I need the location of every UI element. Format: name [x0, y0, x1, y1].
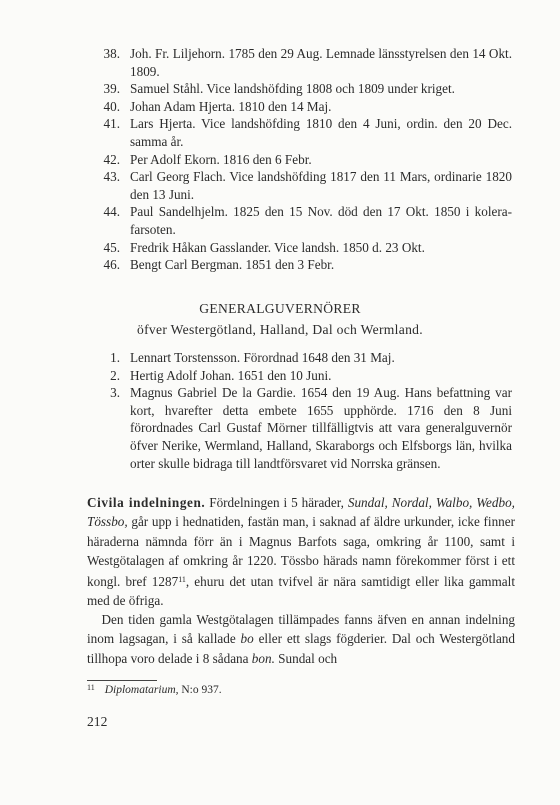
page-number: 212: [87, 714, 108, 729]
paragraph-text: , ehuru det utan tvifvel är nära samtidigt eller lika gammalt med de öfriga.: [87, 574, 515, 609]
paragraph-text: går upp i hednatiden, fastän man, i saknad af äldre urkunder, icke finner häraderna nämnda förr än i Magnus Barfots saga, omkring år 1100, samt i Westgötalagen af omkring år 1220. Tössbo härads namn förekommer först i ett kongl. bref 1287: [87, 514, 515, 590]
list-item: [0, 203, 560, 238]
paragraph-text: Den tiden gamla Westgötalagen tillämpades fanns äfven en annan indelning inom lagsagan, i så kallade: [87, 612, 516, 647]
item-number: 44.: [103, 204, 120, 220]
list-item: [0, 349, 560, 367]
item-number: 38.: [103, 46, 120, 61]
paragraph-lead: Civila indelningen.: [87, 495, 206, 510]
item-text: Paul Sandelhjelm. 1825 den 15 Nov. död den 17 Okt. 1850 i kolera-farsoten.: [130, 204, 512, 237]
list-item: [0, 151, 560, 169]
list-landshofdingar: [0, 45, 560, 274]
italic-term: bon.: [251, 650, 275, 666]
item-number: 42.: [103, 151, 120, 167]
list-item: [0, 384, 560, 472]
list-item: [0, 80, 560, 98]
italic-term: bo: [240, 631, 254, 647]
item-text: Joh. Fr. Liljehorn. 1785 den 29 Aug. Lemnade länsstyrelsen den 14 Okt. 1809.: [130, 46, 512, 79]
paragraph-text: Sundal och: [274, 650, 338, 666]
section-heading: GENERALGUVERNÖRER: [199, 301, 361, 316]
item-text: Bengt Carl Bergman. 1851 den 3 Febr.: [130, 257, 335, 273]
footnote-divider: [87, 680, 157, 681]
footnote-source: Diplomatarium,: [104, 684, 179, 696]
item-number: 46.: [103, 257, 120, 273]
footnote-number: 11: [87, 683, 95, 692]
list-item: [0, 115, 560, 150]
item-number: 43.: [103, 169, 120, 185]
item-text: Lars Hjerta. Vice landshöfding 1810 den 4 Juni, ordin. den 20 Dec. samma år.: [130, 116, 512, 149]
item-text: Fredrik Håkan Gasslander. Vice landsh. 1850 d. 23 Okt.: [130, 239, 425, 255]
list-item: [0, 98, 560, 116]
list-item: [0, 45, 560, 80]
list-item: [0, 256, 560, 274]
paragraph-text: eller ett slags fögderier. Dal och Westergötland tillhopa voro delade i 8 sådana: [87, 631, 515, 666]
item-number: 39.: [103, 81, 120, 97]
harad-names: Sundal, Nordal, Walbo, Wedbo, Tössbo,: [87, 495, 515, 530]
item-text: Johan Adam Hjerta. 1810 den 14 Maj.: [130, 98, 332, 114]
item-number: 41.: [103, 116, 120, 132]
paragraph-bo: [87, 610, 515, 668]
section-subheading: öfver Westergötland, Halland, Dal och Wermland.: [137, 322, 423, 337]
footnote: [87, 683, 222, 696]
item-text: Hertig Adolf Johan. 1651 den 10 Juni.: [130, 367, 332, 383]
list-item: [0, 367, 560, 385]
list-item: [0, 168, 560, 203]
item-text: Per Adolf Ekorn. 1816 den 6 Febr.: [130, 151, 312, 167]
item-text: Carl Georg Flach. Vice landshöfding 1817 den 11 Mars, ordinarie 1820 den 13 Juni.: [130, 169, 512, 202]
item-number: 2.: [110, 367, 120, 383]
list-item: [0, 239, 560, 257]
list-generalguvernorer: [0, 349, 560, 472]
item-text: Samuel Ståhl. Vice landshöfding 1808 och 1809 under kriget.: [130, 81, 455, 97]
footnote-ref-text: N:o 937.: [178, 684, 222, 696]
item-number: 45.: [103, 239, 120, 255]
item-text: Magnus Gabriel De la Gardie. 1654 den 19 Aug. Hans befattning var kort, hvarefter detta embete 1655 upphörde. 1716 den 8 Juni förordnades Carl Gustaf Mörner tillfälligtvis att vara generalguvernör öfver Nerike, Wermland, Halland, Skaraborgs och Elfsborgs län, hvilka orter skulle bidraga till landtförsvaret vid Norrska gränsen.: [130, 385, 512, 471]
item-number: 3.: [110, 385, 120, 401]
paragraph-text: Fördelningen i 5 härader,: [205, 495, 348, 510]
paragraph-civila-indelningen: [87, 493, 515, 611]
item-text: Lennart Torstensson. Förordnad 1648 den 31 Maj.: [130, 350, 395, 365]
item-number: 40.: [103, 98, 120, 114]
footnote-ref: 11: [178, 575, 186, 585]
item-number: 1.: [110, 350, 120, 365]
